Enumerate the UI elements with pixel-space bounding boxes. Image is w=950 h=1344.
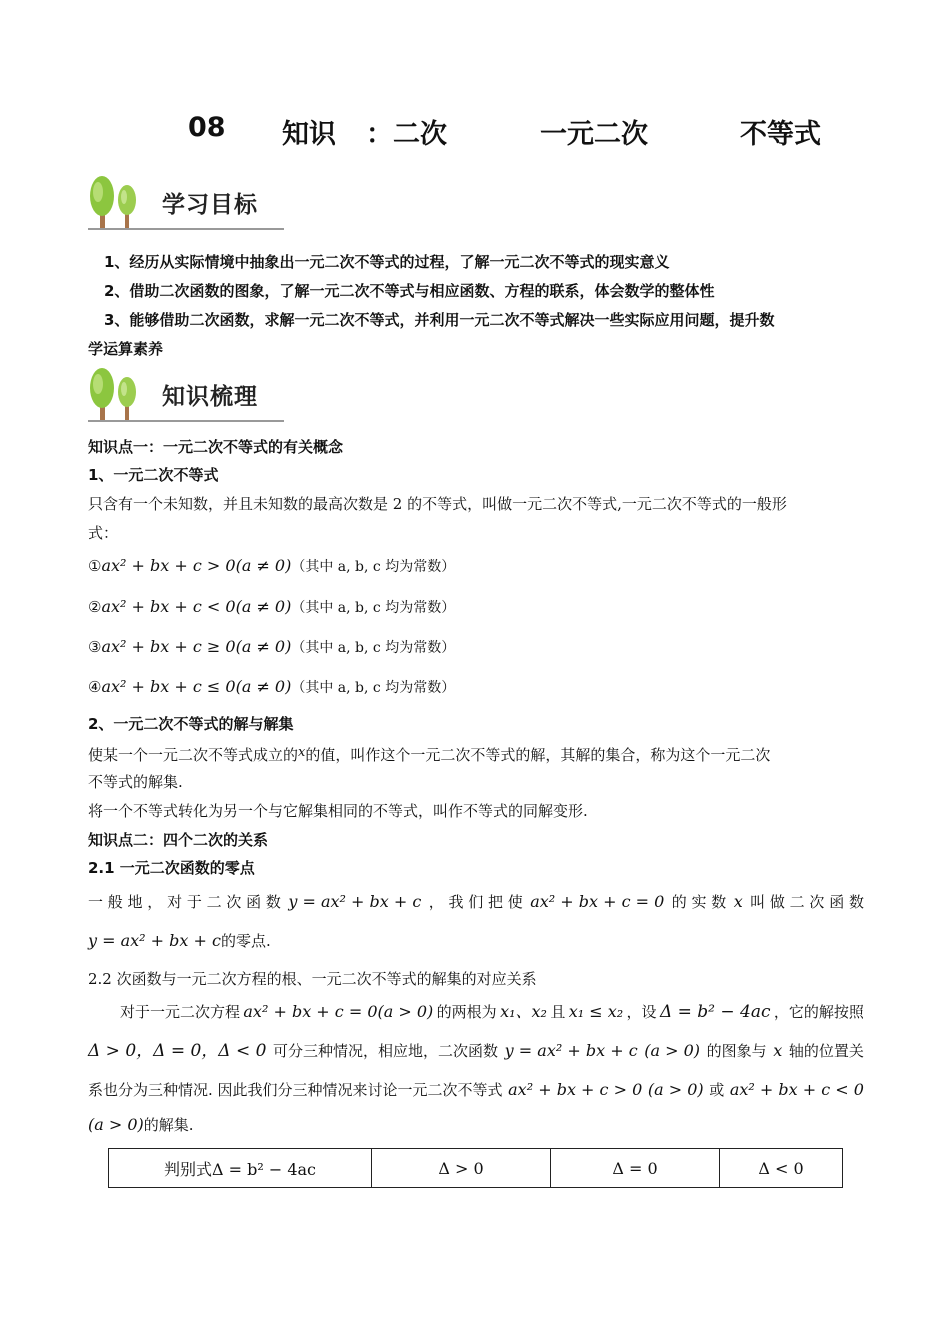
table-header-cell: Δ < 0 — [720, 1149, 843, 1188]
goal-3b: 学运算素养 — [88, 340, 164, 358]
form-4-note: （其中 a, b, c 均为常数） — [291, 680, 456, 696]
kp1-heading: 知识点一：一元二次不等式的有关概念 — [88, 438, 344, 456]
title-number: 08 — [188, 112, 226, 143]
table-header-cell: Δ = 0 — [551, 1149, 720, 1188]
form-1: ①ax² + bx + c > 0(a ≠ 0)（其中 a, b, c 均为常数） — [88, 556, 456, 575]
goal-2: 2、借助二次函数的图象，了解一元二次不等式与相应函数、方程的联系，体会数学的整体性 — [104, 282, 715, 300]
zero-line-b: y = ax² + bx + c的零点. — [88, 931, 271, 950]
form-4: ④ax² + bx + c ≤ 0(a ≠ 0)（其中 a, b, c 均为常数） — [88, 677, 456, 696]
title-part-1: 知识 — [282, 119, 336, 150]
relation-line-4: (a > 0)的解集. — [88, 1115, 194, 1134]
section-header-goals — [88, 174, 288, 232]
kp2-heading: 知识点二：四个二次的关系 — [88, 831, 269, 849]
section-label-knowledge: 知识梳理 — [162, 384, 258, 410]
form-2: ②ax² + bx + c < 0(a ≠ 0)（其中 a, b, c 均为常数） — [88, 597, 456, 616]
form-4-expr: ax² + bx + c ≤ 0(a ≠ 0) — [101, 677, 292, 696]
table-header-cell: Δ > 0 — [372, 1149, 551, 1188]
kp2-sub1: 2.1 一元二次函数的零点 — [88, 859, 255, 877]
title-part-3: 一元二次 — [540, 119, 648, 150]
relation-line-1: 对于一元二次方程 ax² + bx + c = 0(a > 0) 的两根为 x₁、x₂ 且 x₁ ≤ x₂ ，设 Δ = b² − 4ac ，它的解按照 — [120, 1002, 864, 1022]
solution-line-b: 不等式的解集. — [88, 773, 183, 791]
zero-line-a: 一 般 地 ， 对 于 二 次 函 数 y = ax² + bx + c ， 我 们 把 使 ax² + bx + c = 0 的 实 数 x 叫 做 二 次 函 数 — [88, 892, 864, 911]
relation-line-2: Δ > 0，Δ = 0，Δ < 0 可分三种情况，相应地，二次函数 y = ax² + bx + c (a > 0) 的图象与 x 轴的位置关 — [88, 1041, 864, 1061]
kp1-definition-b: 式： — [88, 524, 119, 542]
page-title — [0, 112, 950, 156]
form-3-expr: ax² + bx + c ≥ 0(a ≠ 0) — [101, 637, 292, 656]
kp2-sub2: 2.2 次函数与一元二次方程的根、一元二次不等式的解集的对应关系 — [88, 970, 537, 988]
table-row — [109, 1149, 843, 1188]
equivalent-transform: 将一个不等式转化为另一个与它解集相同的不等式，叫作不等式的同解变形. — [88, 802, 588, 820]
section-label-goals: 学习目标 — [162, 192, 258, 218]
form-1-note: （其中 a, b, c 均为常数） — [291, 559, 456, 575]
section-header-knowledge — [88, 366, 288, 424]
solution-line-a: 使某一个一元二次不等式成立的x的值，叫作这个一元二次不等式的解，其解的集合，称为这个一元二次 — [88, 745, 771, 764]
table-header-cell: 判别式Δ = b² − 4ac — [109, 1149, 372, 1188]
kp1-sub1: 1、一元二次不等式 — [88, 466, 219, 484]
form-2-note: （其中 a, b, c 均为常数） — [291, 600, 456, 616]
kp1-sub2: 2、一元二次不等式的解与解集 — [88, 715, 294, 733]
form-3: ③ax² + bx + c ≥ 0(a ≠ 0)（其中 a, b, c 均为常数） — [88, 637, 456, 656]
form-2-expr: ax² + bx + c < 0(a ≠ 0) — [101, 597, 292, 616]
title-part-4: 不等式 — [740, 119, 821, 150]
goal-3a: 3、能够借助二次函数，求解一元二次不等式，并利用一元二次不等式解决一些实际应用问题，提升数 — [104, 311, 775, 329]
kp1-definition-a: 只含有一个未知数，并且未知数的最高次数是 2 的不等式，叫做一元二次不等式,一元二次不等式的一般形 — [88, 495, 787, 513]
relation-line-3: 系也分为三种情况. 因此我们分三种情况来讨论一元二次不等式 ax² + bx + c > 0 (a > 0) 或 ax² + bx + c < 0 — [88, 1080, 864, 1099]
form-1-expr: ax² + bx + c > 0(a ≠ 0) — [101, 556, 292, 575]
discriminant-table — [108, 1148, 843, 1188]
goal-1: 1、经历从实际情境中抽象出一元二次不等式的过程，了解一元二次不等式的现实意义 — [104, 253, 670, 271]
form-3-note: （其中 a, b, c 均为常数） — [291, 640, 456, 656]
title-part-2: ：二次 — [366, 119, 447, 150]
